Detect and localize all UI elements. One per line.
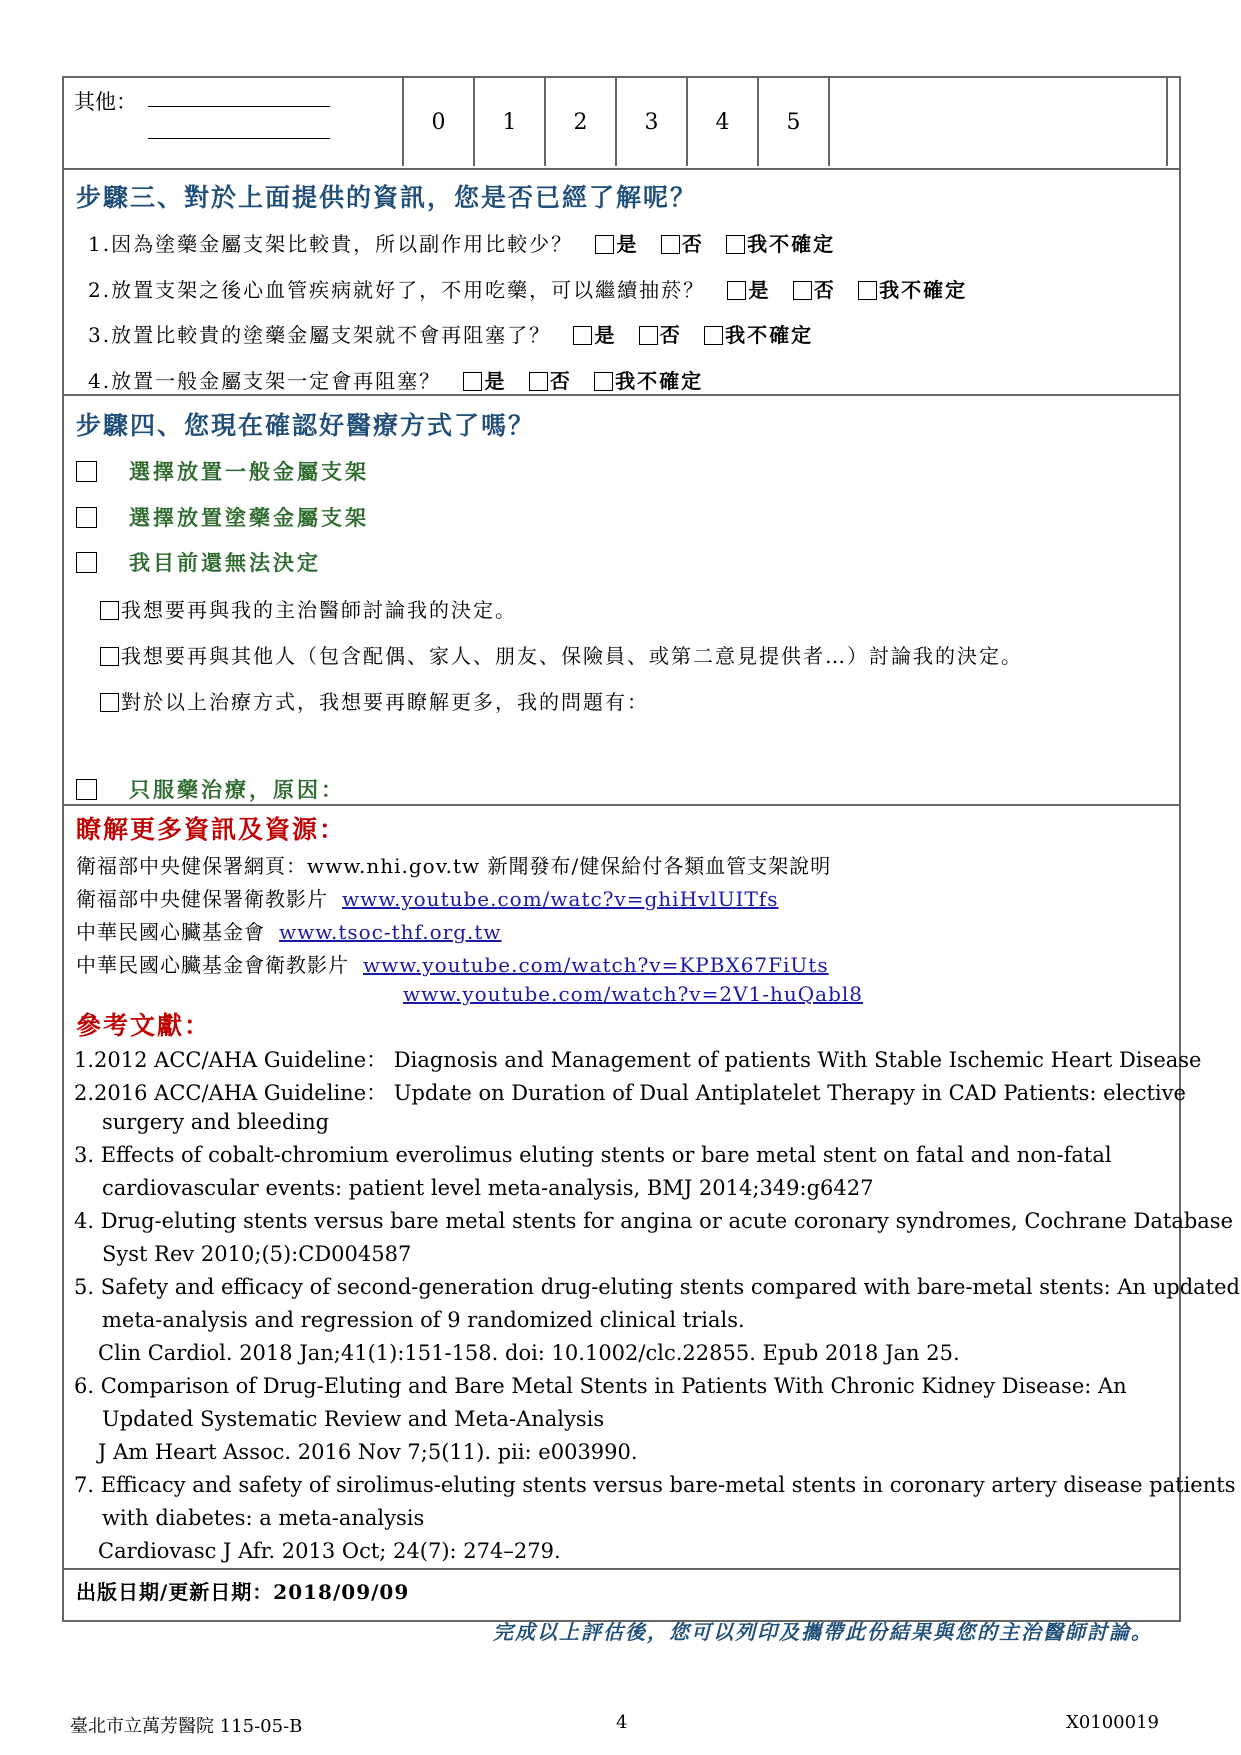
step3-title: 步驟三、對於上面提供的資訊，您是否已經了解呢？: [76, 183, 698, 212]
resource-line-5: [403, 982, 863, 1006]
reference-4: 4. Drug-eluting stents versus bare metal stents for angina or acute coronary syndromes, Cochrane Database: [74, 1209, 1234, 1233]
choice-medication-only[interactable]: 只服藥治療，原因：: [76, 774, 345, 804]
yes-option[interactable]: 是: [595, 228, 638, 257]
references-title: 參考文獻：: [76, 1011, 212, 1040]
other-cell: [64, 78, 404, 166]
other-label: 其他：: [74, 90, 137, 114]
youtube-link-tsoc-2[interactable]: www.youtube.com/watch?v=2V1-huQabl8: [403, 982, 864, 1006]
resource-line-1: 衛福部中央健保署網頁：www.nhi.gov.tw 新聞發布/健保給付各類血管支架說明: [76, 854, 832, 878]
publish-date: 出版日期/更新日期：2018/09/09: [76, 1580, 410, 1604]
step3-question-3: [88, 319, 813, 348]
reference-6-citation: J Am Heart Assoc. 2016 Nov 7;5(11). pii: e003990.: [98, 1440, 638, 1464]
scale-cell-4[interactable]: 4: [688, 78, 759, 166]
reference-7: 7. Efficacy and safety of sirolimus-eluting stents versus bare-metal stents in coronary artery disease patients: [74, 1473, 1236, 1497]
unsure-option[interactable]: 我不確定: [594, 365, 703, 394]
yes-option[interactable]: 是: [463, 365, 506, 394]
scale-cell-2[interactable]: 2: [546, 78, 617, 166]
scale-cell-3[interactable]: 3: [617, 78, 688, 166]
checkbox-icon[interactable]: [76, 552, 97, 573]
checkbox-icon[interactable]: [76, 779, 97, 800]
document-id: X0100019: [1066, 1712, 1159, 1733]
youtube-link-nhi[interactable]: www.youtube.com/watc?v=ghiHvlUITfs: [342, 887, 779, 911]
reference-2: 2.2016 ACC/AHA Guideline： Update on Duration of Dual Antiplatelet Therapy in CAD Patients: elective: [74, 1081, 1186, 1105]
checkbox-icon[interactable]: [463, 372, 482, 391]
reference-2-cont: surgery and bleeding: [102, 1110, 330, 1134]
checkbox-icon[interactable]: [639, 326, 658, 345]
other-input-line-2[interactable]: [148, 138, 330, 139]
choice-drug-eluting-stent[interactable]: 選擇放置塗藥金屬支架: [76, 502, 369, 532]
step3-question-2: [88, 274, 967, 303]
resource-line-3: 中華民國心臟基金會 www.tsoc-thf.org.tw: [76, 920, 502, 944]
unsure-option[interactable]: 我不確定: [726, 228, 835, 257]
step3-question-1: [88, 228, 835, 257]
checkbox-icon[interactable]: [100, 601, 119, 620]
other-input-line-1[interactable]: [148, 106, 330, 107]
checkbox-icon[interactable]: [727, 281, 746, 300]
reference-7-citation: Cardiovasc J Afr. 2013 Oct; 24(7): 274–279.: [98, 1539, 561, 1563]
step4-title: 步驟四、您現在確認好醫療方式了嗎？: [76, 411, 536, 440]
reference-6-cont: Updated Systematic Review and Meta-Analysis: [102, 1407, 605, 1431]
checkbox-icon[interactable]: [661, 235, 680, 254]
question-text: 2.放置支架之後心血管疾病就好了，不用吃藥，可以繼續抽菸？: [88, 278, 706, 302]
checkbox-icon[interactable]: [595, 235, 614, 254]
no-option[interactable]: 否: [661, 228, 704, 257]
reference-4-cont: Syst Rev 2010;(5):CD004587: [102, 1242, 412, 1266]
reference-5-cont: meta-analysis and regression of 9 randomized clinical trials.: [102, 1308, 745, 1332]
reference-3-cont: cardiovascular events: patient level meta-analysis, BMJ 2014;349:g6427: [102, 1176, 874, 1200]
scale-blank-cell: [830, 78, 1168, 166]
checkbox-icon[interactable]: [100, 647, 119, 666]
checkbox-icon[interactable]: [100, 693, 119, 712]
no-option[interactable]: 否: [793, 274, 836, 303]
unsure-option[interactable]: 我不確定: [704, 319, 813, 348]
checkbox-icon[interactable]: [76, 507, 97, 528]
question-text: 3.放置比較貴的塗藥金屬支架就不會再阻塞了？: [88, 323, 552, 347]
yes-option[interactable]: 是: [573, 319, 616, 348]
checkbox-icon[interactable]: [594, 372, 613, 391]
resources-title: 瞭解更多資訊及資源：: [76, 815, 347, 844]
no-option[interactable]: 否: [529, 365, 572, 394]
scale-cell-0[interactable]: 0: [404, 78, 475, 166]
page-number: 4: [616, 1712, 628, 1733]
checkbox-icon[interactable]: [704, 326, 723, 345]
question-text: 4.放置一般金屬支架一定會再阻塞？: [88, 369, 442, 393]
step3-question-4: [88, 365, 703, 394]
completion-note: 完成以上評估後，您可以列印及攜帶此份結果與您的主治醫師討論。: [493, 1620, 1153, 1644]
unsure-option[interactable]: 我不確定: [858, 274, 967, 303]
checkbox-icon[interactable]: [529, 372, 548, 391]
tsoc-link[interactable]: www.tsoc-thf.org.tw: [279, 920, 502, 944]
form-frame: [62, 76, 1240, 1622]
divider: [64, 804, 1179, 806]
no-option[interactable]: 否: [639, 319, 682, 348]
divider: [64, 1568, 1179, 1570]
choice-undecided[interactable]: 我目前還無法決定: [76, 547, 321, 577]
hospital-code: 臺北市立萬芳醫院 115-05-B: [70, 1716, 303, 1737]
youtube-link-tsoc-1[interactable]: www.youtube.com/watch?v=KPBX67FiUts: [363, 953, 829, 977]
scale-cell-5[interactable]: 5: [759, 78, 830, 166]
checkbox-icon[interactable]: [573, 326, 592, 345]
yes-option[interactable]: 是: [727, 274, 770, 303]
reference-5-citation: Clin Cardiol. 2018 Jan;41(1):151-158. doi: 10.1002/clc.22855. Epub 2018 Jan 25.: [98, 1341, 960, 1365]
checkbox-icon[interactable]: [858, 281, 877, 300]
checkbox-icon[interactable]: [726, 235, 745, 254]
reference-5: 5. Safety and efficacy of second-generation drug-eluting stents compared with bare-metal stents: An updated: [74, 1275, 1240, 1299]
reference-1: 1.2012 ACC/AHA Guideline： Diagnosis and Management of patients With Stable Ischemic Heart Disease: [74, 1048, 1202, 1072]
reference-7-cont: with diabetes: a meta-analysis: [102, 1506, 425, 1530]
sub-choice-discuss-doctor[interactable]: 我想要再與我的主治醫師討論我的決定。: [100, 594, 517, 623]
checkbox-icon[interactable]: [793, 281, 812, 300]
sub-choice-learn-more[interactable]: 對於以上治療方式，我想要再瞭解更多，我的問題有：: [100, 686, 649, 715]
question-text: 1.因為塗藥金屬支架比較貴，所以副作用比較少？: [88, 232, 574, 256]
reference-6: 6. Comparison of Drug-Eluting and Bare Metal Stents in Patients With Chronic Kidney Disease: An: [74, 1374, 1127, 1398]
other-rating-row: [64, 78, 1179, 170]
scale-cell-1[interactable]: 1: [475, 78, 546, 166]
divider: [64, 394, 1179, 396]
resource-line-4: 中華民國心臟基金會衛教影片 www.youtube.com/watch?v=KPBX67FiUts: [76, 953, 829, 977]
sub-choice-discuss-others[interactable]: 我想要再與其他人（包含配偶、家人、朋友、保險員、或第二意見提供者…）討論我的決定。: [100, 640, 1023, 669]
choice-bare-metal-stent[interactable]: 選擇放置一般金屬支架: [76, 456, 369, 486]
reference-3: 3. Effects of cobalt-chromium everolimus eluting stents or bare metal stent on fatal and non-fatal: [74, 1143, 1112, 1167]
checkbox-icon[interactable]: [76, 461, 97, 482]
resource-line-2: 衛福部中央健保署衛教影片 www.youtube.com/watc?v=ghiHvlUITfs: [76, 887, 779, 911]
